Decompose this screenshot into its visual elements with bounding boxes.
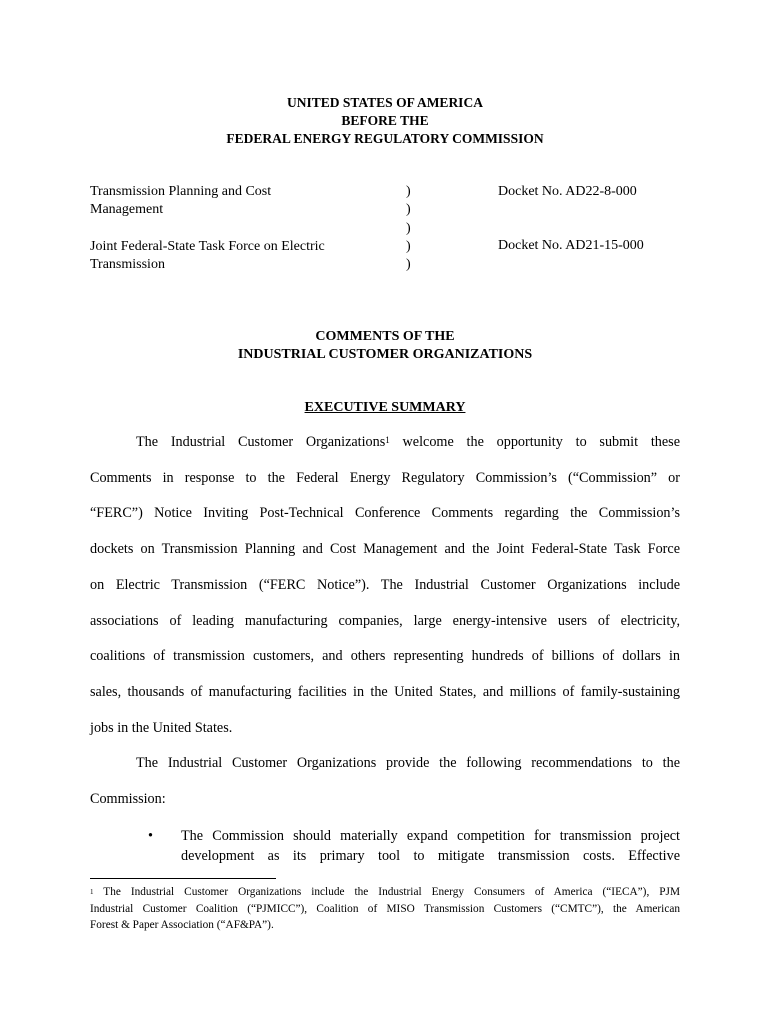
matter-2-line-1: Joint Federal-State Task Force on Electric	[90, 238, 325, 254]
paren: )	[406, 202, 411, 218]
paragraph-1-line-1	[90, 425, 680, 461]
footnote-line-1	[90, 884, 680, 901]
text-run: The Industrial Customer Organizations	[136, 434, 386, 450]
docket-number-2: Docket No. AD21-15-000	[498, 238, 644, 253]
footnote-1	[90, 884, 680, 934]
court-header	[0, 94, 770, 148]
caption-matters	[90, 183, 360, 274]
paragraph-2-line-2: Commission:	[90, 790, 166, 807]
paragraph-1-line-9: jobs in the United States.	[90, 719, 233, 736]
paragraph-2-line-1: The Industrial Customer Organizations provide the following recommendations to the	[136, 755, 680, 771]
bullet-item-1-text	[181, 826, 680, 866]
caption-dockets	[498, 183, 698, 253]
text-run: The Industrial Customer Organizations include the Industrial Energy Consumers of America (“IECA”), PJM	[93, 886, 680, 898]
section-heading-text: EXECUTIVE SUMMARY	[304, 400, 466, 415]
bullet-item-1-line-2: development as its primary tool to mitigate transmission costs. Effective	[181, 848, 680, 864]
header-line-2: BEFORE THE	[341, 113, 429, 128]
matter-2-line-2: Transmission	[90, 256, 165, 272]
paren: )	[406, 220, 411, 236]
section-heading	[0, 399, 770, 417]
header-line-1: UNITED STATES OF AMERICA	[287, 95, 483, 110]
bullet-marker: •	[148, 828, 153, 844]
footnote-reference[interactable]: 1	[385, 435, 390, 445]
paragraph-1-line-6: associations of leading manufacturing companies, large energy-intensive users of electricity,	[90, 612, 680, 629]
document-title-line-2: INDUSTRIAL CUSTOMER ORGANIZATIONS	[237, 347, 533, 362]
paragraph-1-line-5: on Electric Transmission (“FERC Notice”). The Industrial Customer Organizations include	[90, 576, 680, 593]
footnote-line-3: Forest & Paper Association (“AF&PA”).	[90, 919, 274, 931]
paren: )	[406, 238, 411, 254]
caption-matter-2	[90, 238, 360, 275]
header-line-3: FEDERAL ENERGY REGULATORY COMMISSION	[226, 131, 544, 146]
caption-matter-1	[90, 183, 360, 220]
paragraph-1-line-8: sales, thousands of manufacturing facilities in the United States, and millions of family-sustaining	[90, 683, 680, 700]
paragraph-1-line-2: Comments in response to the Federal Energy Regulatory Commission’s (“Commission” or	[90, 469, 680, 486]
paragraph-1	[90, 425, 680, 746]
document-title-line-1: COMMENTS OF THE	[315, 329, 455, 344]
paren: )	[406, 184, 411, 199]
bullet-item-1-line-1: The Commission should materially expand competition for transmission project	[181, 828, 680, 844]
caption-parentheses	[406, 183, 416, 274]
paragraph-1-line-4: dockets on Transmission Planning and Cost Management and the Joint Federal-State Task Force	[90, 541, 680, 558]
matter-1-line-1: Transmission Planning and Cost	[90, 184, 272, 199]
paragraph-2	[90, 746, 680, 817]
footnote-number: 1	[90, 888, 94, 896]
paren: )	[406, 257, 411, 273]
paragraph-1-line-7: coalitions of transmission customers, and others representing hundreds of billions of dollars in	[90, 648, 680, 665]
paragraph-1-line-3: “FERC”) Notice Inviting Post-Technical Conference Comments regarding the Commission’s	[90, 505, 680, 522]
text-run: welcome the opportunity to submit these	[389, 434, 680, 450]
matter-1-line-2: Management	[90, 202, 164, 218]
docket-number-1: Docket No. AD22-8-000	[498, 184, 637, 199]
footnote-line-2: Industrial Customer Coalition (“PJMICC”), Coalition of MISO Transmission Customers (“CMTC”), the American	[90, 902, 680, 915]
footnote-divider	[90, 878, 276, 879]
